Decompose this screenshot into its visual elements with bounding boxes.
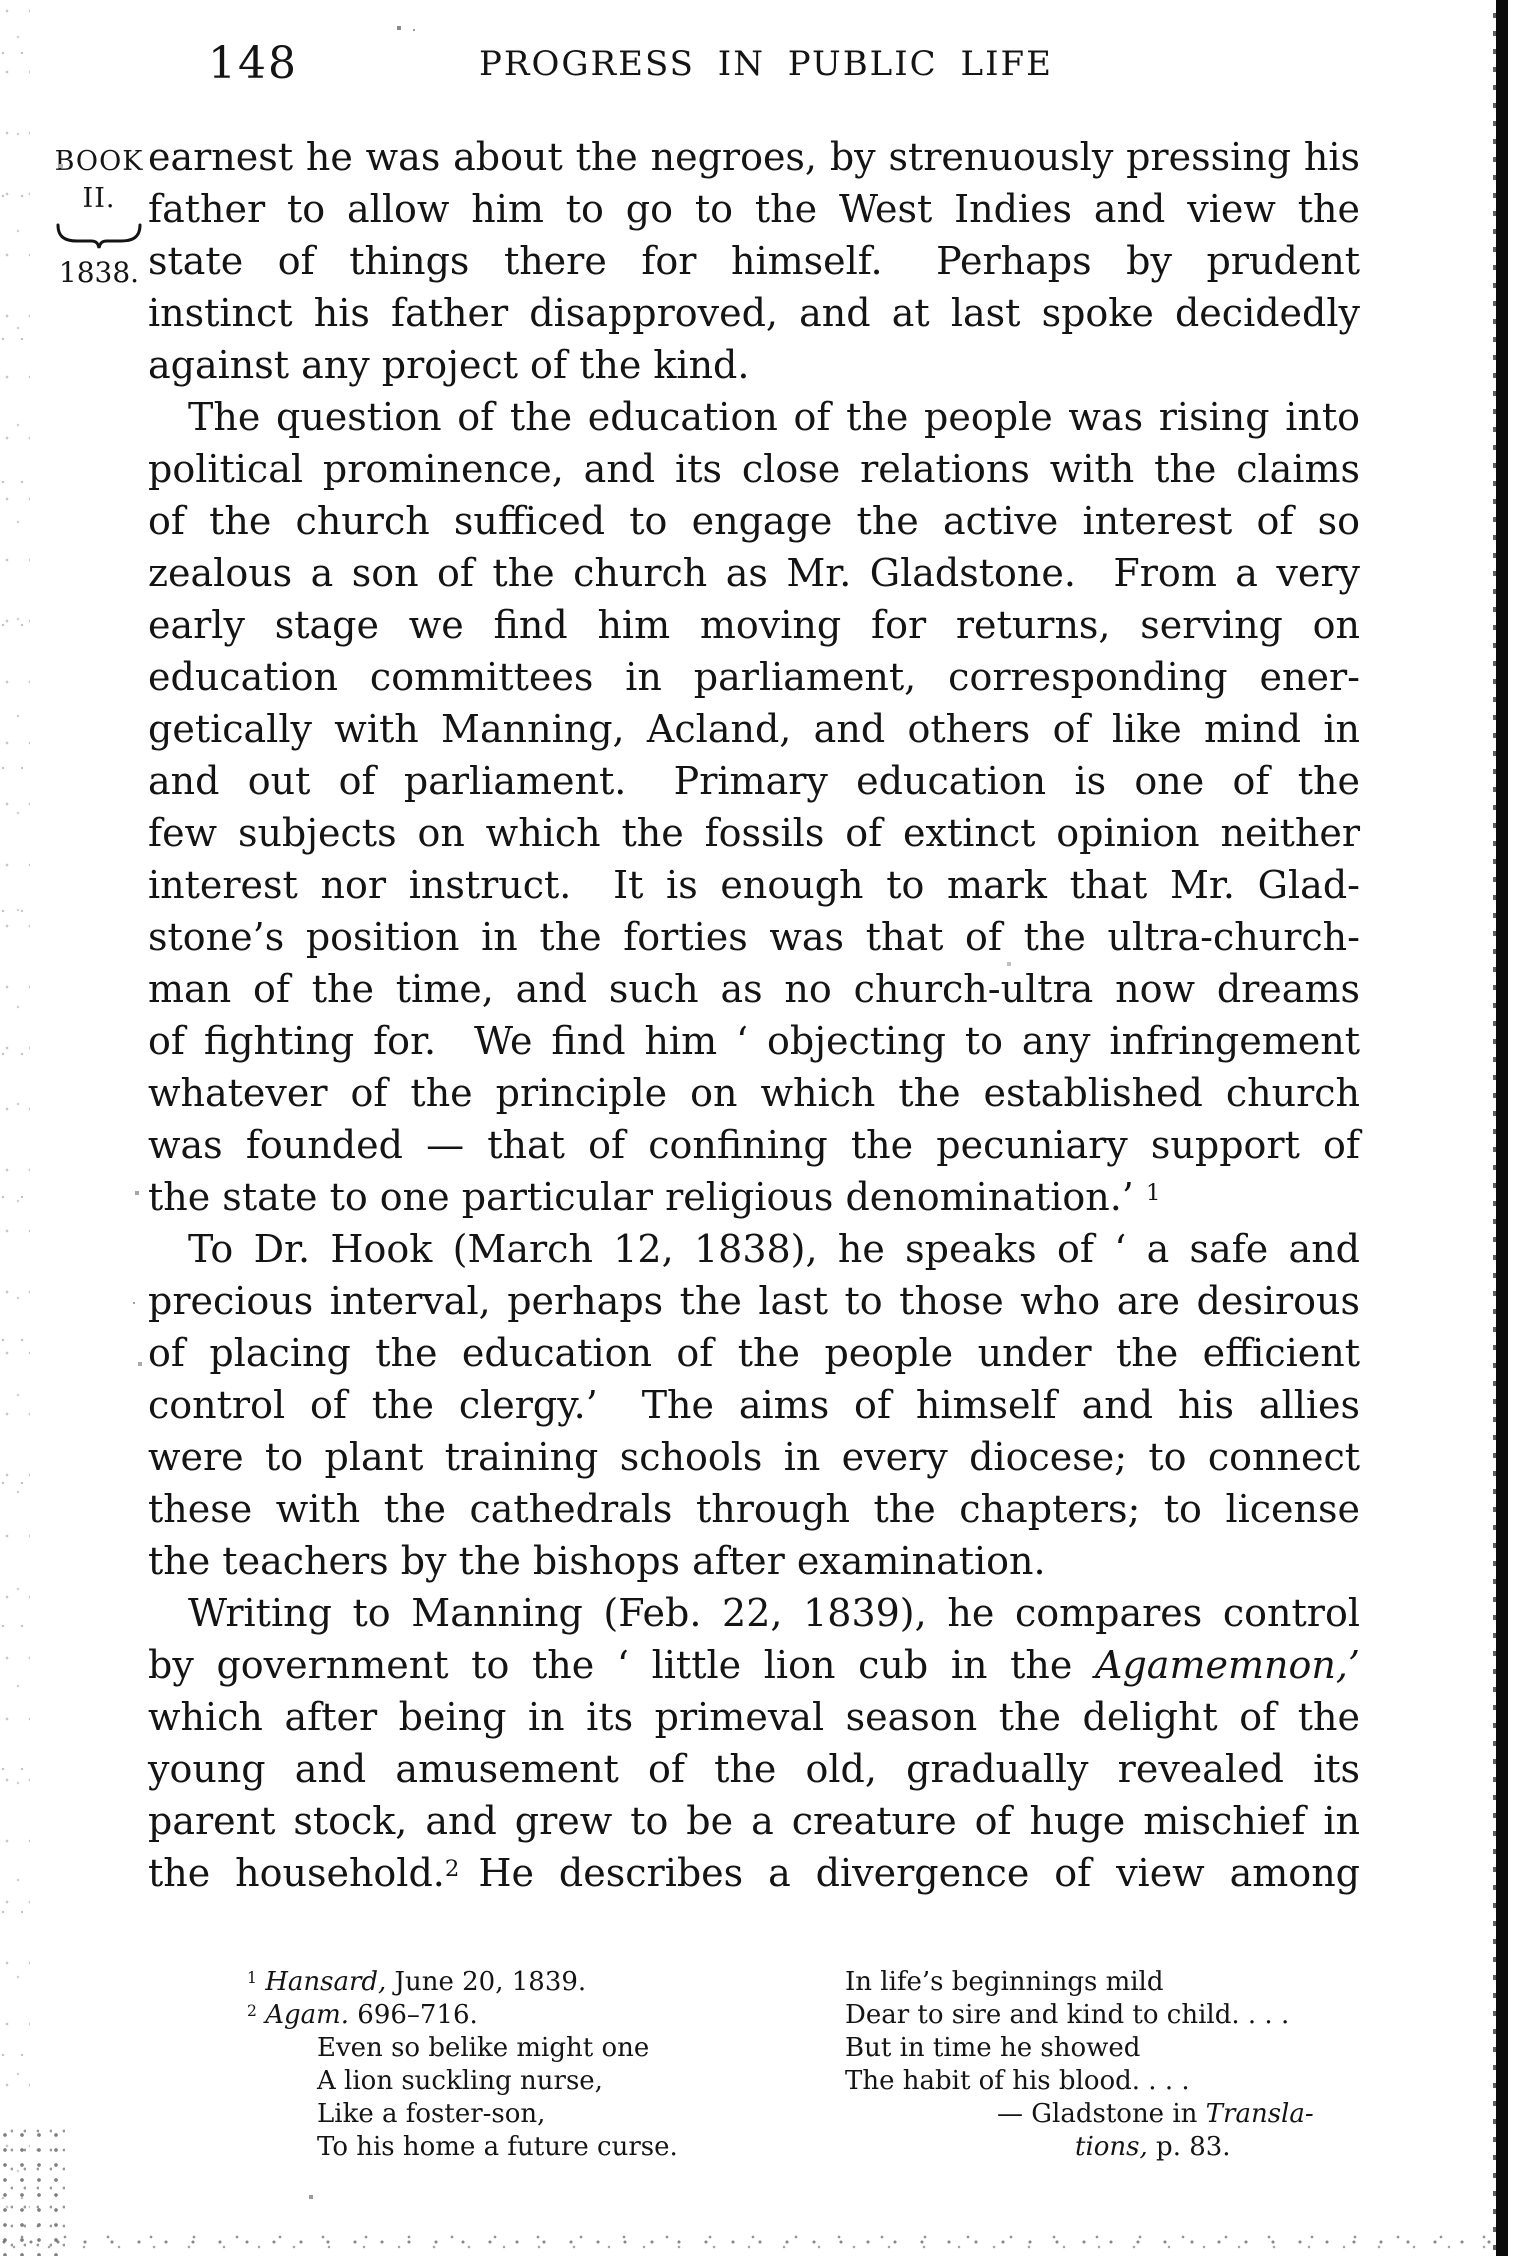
body-text-line: education committees in parliament, corresponding ener- <box>148 655 1360 699</box>
body-text-line: the teachers by the bishops after examination. <box>148 1539 1046 1583</box>
body-text-line: control of the clergy.’ The aims of himself and his allies <box>148 1383 1360 1427</box>
footnote-column-left <box>247 1966 807 2164</box>
body-text-line: young and amusement of the old, gradually revealed its <box>148 1747 1360 1791</box>
body-text-line: getically with Manning, Acland, and others of like mind in <box>148 707 1360 751</box>
footnote-line: In life’s beginnings mild <box>845 1967 1164 1997</box>
footnote-column-right <box>845 1966 1405 2164</box>
body-text-line: precious interval, perhaps the last to those who are desirous <box>148 1279 1360 1323</box>
body-text-line: which after being in its primeval season the delight of the <box>148 1695 1360 1739</box>
body-text-line: of placing the education of the people under the efficient <box>148 1331 1360 1375</box>
scan-specks <box>0 0 2 2</box>
footnote-line: To his home a future curse. <box>317 2132 678 2162</box>
margin-book-label: BOOK <box>54 146 144 177</box>
book-gutter-shadow <box>1496 0 1508 2256</box>
body-text-line: earnest he was about the negroes, by strenuously pressing his <box>148 135 1360 179</box>
body-text-line: against any project of the kind. <box>148 343 750 387</box>
footnote-line: Even so belike might one <box>317 2033 650 2063</box>
body-text-line: and out of parliament. Primary education is one of the <box>148 759 1360 803</box>
body-text-line: by government to the ‘ little lion cub in the Agamemnon,’ <box>148 1643 1360 1687</box>
footnote-line: Like a foster-son, <box>317 2099 546 2129</box>
footnote-line: A lion suckling nurse, <box>317 2066 603 2096</box>
running-header: PROGRESS IN PUBLIC LIFE <box>479 44 1053 84</box>
body-text-line: Writing to Manning (Feb. 22, 1839), he compares control <box>188 1591 1360 1635</box>
footnote-line: The habit of his blood. . . . <box>845 2066 1190 2096</box>
footnote-line: tions, p. 83. <box>1075 2132 1231 2162</box>
body-text-line: was founded — that of confining the pecuniary support of <box>148 1123 1360 1167</box>
brace-icon <box>44 222 154 259</box>
margin-year: 1838. <box>58 256 140 289</box>
body-text-line: parent stock, and grew to be a creature of huge mischief in <box>148 1799 1360 1843</box>
body-text-line: few subjects on which the fossils of extinct opinion neither <box>148 811 1360 855</box>
scan-noise-corner <box>0 2128 66 2256</box>
body-text-line: instinct his father disapproved, and at last spoke decidedly <box>148 291 1360 335</box>
body-text-line: man of the time, and such as no church-ultra now dreams <box>148 967 1360 1011</box>
body-text-line: To Dr. Hook (March 12, 1838), he speaks of ‘ a safe and <box>188 1227 1360 1271</box>
margin-note <box>44 146 154 296</box>
body-text-line: interest nor instruct. It is enough to mark that Mr. Glad- <box>148 863 1360 907</box>
footnote-line: — Gladstone in Transla- <box>997 2099 1314 2129</box>
body-text-line: were to plant training schools in every diocese; to connect <box>148 1435 1360 1479</box>
scan-noise-left <box>0 0 30 2256</box>
footnote-line: Dear to sire and kind to child. . . . <box>845 2000 1290 2030</box>
body-text <box>148 131 1360 1899</box>
scan-noise-bottom <box>0 2233 1496 2253</box>
body-text-line: these with the cathedrals through the chapters; to license <box>148 1487 1360 1531</box>
footnote-line: But in time he showed <box>845 2033 1141 2063</box>
body-text-line: state of things there for himself. Perhaps by prudent <box>148 239 1360 283</box>
body-text-line: political prominence, and its close relations with the claims <box>148 447 1360 491</box>
body-text-line: the household.$^2$ He describes a divergence of view among <box>148 1851 1360 1895</box>
body-text-line: The question of the education of the people was rising into <box>188 395 1360 439</box>
body-text-line: zealous a son of the church as Mr. Gladstone. From a very <box>148 551 1360 595</box>
body-text-line: father to allow him to go to the West Indies and view the <box>148 187 1360 231</box>
body-text-line: of fighting for. We find him ‘ objecting to any infringement <box>148 1019 1360 1063</box>
body-text-line: of the church sufficed to engage the active interest of so <box>148 499 1360 543</box>
footnote-line: $^1$ Hansard, June 20, 1839. <box>247 1967 587 1997</box>
margin-book-numeral: II. <box>82 183 116 214</box>
body-text-line: the state to one particular religious denomination.’ $^1$ <box>148 1175 1161 1219</box>
body-text-line: stone’s position in the forties was that of the ultra-church- <box>148 915 1360 959</box>
body-text-line: early stage we find him moving for returns, serving on <box>148 603 1360 647</box>
body-text-line: whatever of the principle on which the established church <box>148 1071 1360 1115</box>
footnote-line: $^2$ Agam. 696–716. <box>247 2000 478 2030</box>
page-number: 148 <box>208 38 298 89</box>
